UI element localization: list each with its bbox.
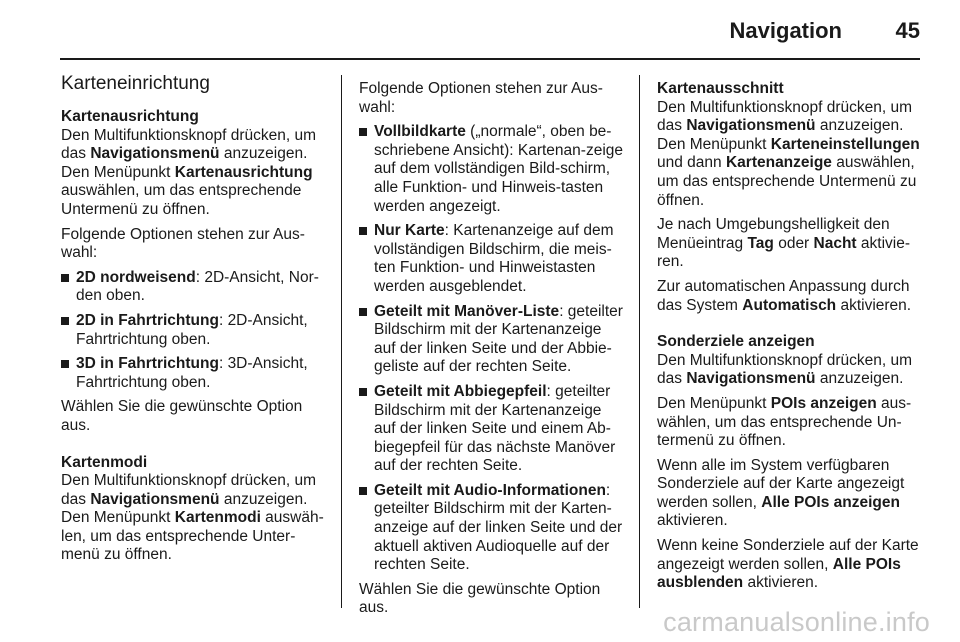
column-3	[657, 80, 925, 599]
option-list-ausrichtung	[61, 269, 329, 393]
bullet-square-icon	[359, 128, 367, 136]
list-item: Geteilt mit Audio-Informationen: geteilter Bildschirm mit der Karten-anzeige auf der linken Seite und der aktuell aktiven Audioquelle auf der rechten Seite.	[359, 482, 627, 575]
paragraph-sonderziele-1: Den Multifunktionsknopf drücken, um das Navigationsmenü anzuzeigen.	[657, 351, 913, 388]
page-header	[0, 0, 960, 60]
bullet-square-icon	[359, 487, 367, 495]
bullet-square-icon	[61, 360, 69, 368]
option-list-modi	[359, 123, 627, 575]
options-outro: Wählen Sie die gewünschte Option aus.	[359, 580, 601, 617]
paragraph-kartenausschnitt-1: Den Multifunktionsknopf drücken, um das Navigationsmenü anzuzeigen. Den Menüpunkt Karteneinstellungen und dann Kartenanzeige auswählen, um das entsprechende Untermenü zu öffnen.	[657, 98, 920, 209]
heading-kartenmodi: Kartenmodi	[61, 453, 148, 471]
column-2	[359, 80, 627, 624]
bullet-square-icon	[359, 308, 367, 316]
list-item: 2D nordweisend: 2D-Ansicht, Nor-den oben.	[61, 269, 329, 306]
heading-kartenausschnitt: Kartenausschnitt	[657, 80, 784, 97]
bullet-square-icon	[359, 388, 367, 396]
bullet-square-icon	[61, 274, 69, 282]
watermark: carmanualsonline.info	[663, 607, 930, 637]
list-item: Vollbildkarte („normale“, oben be-schriebene Ansicht): Kartenan-zeige auf dem vollständigen Bild-schirm, alle Funktion- und Hinweis-tasten werden angezeigt.	[359, 123, 627, 216]
page-number: 45	[895, 18, 920, 43]
paragraph-kartenausrichtung: Den Multifunktionsknopf drücken, um das Navigationsmenü anzuzeigen. Den Menüpunkt Kartenausrichtung auswählen, um das entsprechende Untermenü zu öffnen.	[61, 126, 317, 218]
column-1	[61, 72, 329, 571]
list-item: Nur Karte: Kartenanzeige auf dem vollständigen Bildschirm, die meis-ten Funktion- und Hinweistasten werden ausgeblendet.	[359, 222, 627, 296]
heading-kartenausrichtung: Kartenausrichtung	[61, 108, 199, 125]
options-outro: Wählen Sie die gewünschte Option aus.	[61, 398, 303, 434]
paragraph-sonderziele-4: Wenn keine Sonderziele auf der Karte angezeigt werden sollen, Alle POIs ausblenden aktivieren.	[657, 537, 919, 592]
header-rule	[60, 58, 920, 60]
list-item: Geteilt mit Manöver-Liste: geteilter Bildschirm mit der Kartenanzeige auf der linken Seite und der Abbie-geliste auf der rechten Seite.	[359, 303, 627, 377]
column-divider-1	[341, 75, 342, 608]
paragraph-kartenausschnitt-2: Je nach Umgebungshelligkeit den Menüeintrag Tag oder Nacht aktivie-ren.	[657, 216, 911, 271]
list-item: Geteilt mit Abbiegepfeil: geteilter Bildschirm mit der Kartenanzeige auf der linken Seite und einem Ab-biegepfeil für das nächste Manöver auf der rechten Seite.	[359, 383, 627, 476]
page-title: Navigation	[729, 18, 842, 43]
list-item: 2D in Fahrtrichtung: 2D-Ansicht, Fahrtrichtung oben.	[61, 312, 329, 349]
bullet-square-icon	[359, 227, 367, 235]
paragraph-kartenmodi: Den Multifunktionsknopf drücken, um das Navigationsmenü anzuzeigen. Den Menüpunkt Kartenmodi auswäh-len, um das entsprechende Unter-menü zu öffnen.	[61, 472, 324, 564]
options-intro: Folgende Optionen stehen zur Aus-wahl:	[61, 225, 305, 262]
list-item: 3D in Fahrtrichtung: 3D-Ansicht, Fahrtrichtung oben.	[61, 355, 329, 392]
options-intro: Folgende Optionen stehen zur Aus-wahl:	[359, 80, 603, 116]
bullet-square-icon	[61, 317, 69, 325]
section-title: Karteneinrichtung	[61, 73, 210, 94]
heading-sonderziele: Sonderziele anzeigen	[657, 333, 815, 351]
column-divider-2	[639, 75, 640, 608]
paragraph-sonderziele-2: Den Menüpunkt POIs anzeigen aus-wählen, um das entsprechende Un-termenü zu öffnen.	[657, 394, 912, 450]
paragraph-kartenausschnitt-3: Zur automatischen Anpassung durch das System Automatisch aktivieren.	[657, 277, 912, 314]
paragraph-sonderziele-3: Wenn alle im System verfügbaren Sonderziele auf der Karte angezeigt werden sollen, Alle POIs anzeigen aktivieren.	[657, 456, 905, 530]
